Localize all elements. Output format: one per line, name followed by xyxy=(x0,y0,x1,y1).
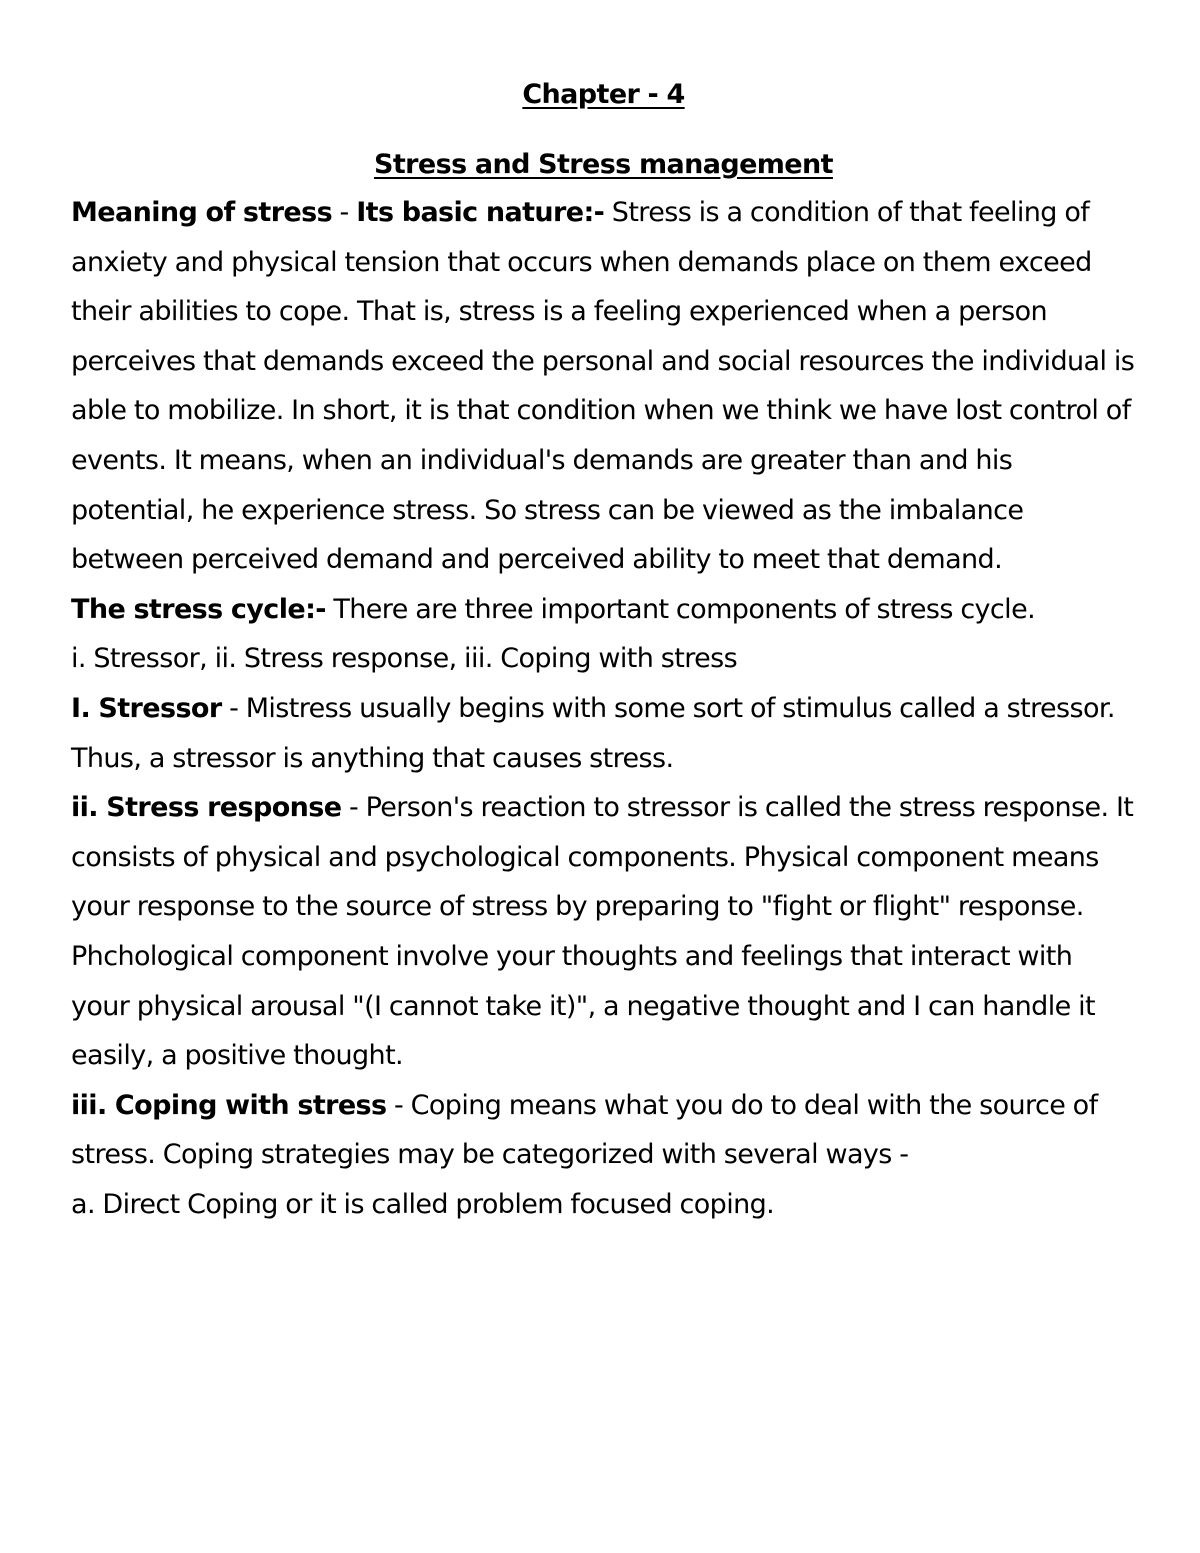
stressor-heading: I. Stressor xyxy=(71,692,222,724)
response-heading: ii. Stress response xyxy=(71,792,342,824)
response-paragraph xyxy=(71,783,1136,1081)
meaning-text: Stress is a condition of that feeling of anxiety and physical tension that occurs when demands place on them exceed their abilities to cope. That is, stress is a feeling experienced when a person perceives that demands exceed the personal and social resources the individual is able to mobilize. In short, it is that condition when we think we have lost control of events. It means, when an individual's demands are greater than and his potential, he experience stress. So stress can be viewed as the imbalance between perceived demand and perceived ability to meet that demand. xyxy=(71,197,1135,576)
document-page xyxy=(71,72,1136,1229)
stressor-paragraph xyxy=(71,684,1136,783)
response-text: - Person's reaction to stressor is called the stress response. It consists of physical and psychological components. Physical component means your response to the source of stress by preparing to "fight or flight" response. Phchological component involve your thoughts and feelings that interact with your physical arousal "(I cannot take it)", a negative thought and I can handle it easily, a positive thought. xyxy=(71,792,1134,1072)
cycle-text: There are three important components of stress cycle. xyxy=(325,593,1036,625)
cycle-paragraph xyxy=(71,585,1136,635)
chapter-title: Stress and Stress management xyxy=(374,149,833,180)
chapter-heading: Chapter - 4 xyxy=(522,79,685,110)
components-list: i. Stressor, ii. Stress response, iii. Coping with stress xyxy=(71,643,738,675)
meaning-subheading: Its basic nature:- xyxy=(356,197,605,228)
direct-coping-line: a. Direct Coping or it is called problem focused coping. xyxy=(71,1188,775,1220)
meaning-heading: Meaning of stress xyxy=(71,197,333,228)
stressor-text: - Mistress usually begins with some sort of stimulus called a stressor. Thus, a stressor is anything that causes stress. xyxy=(71,692,1115,774)
meaning-separator: - xyxy=(332,197,357,228)
coping-paragraph xyxy=(71,1081,1136,1180)
coping-text: - Coping means what you do to deal with the source of stress. Coping strategies may be categorized with several ways - xyxy=(71,1089,1098,1171)
coping-heading: iii. Coping with stress xyxy=(71,1089,387,1121)
cycle-heading: The stress cycle:- xyxy=(71,593,326,625)
meaning-paragraph xyxy=(71,188,1136,585)
